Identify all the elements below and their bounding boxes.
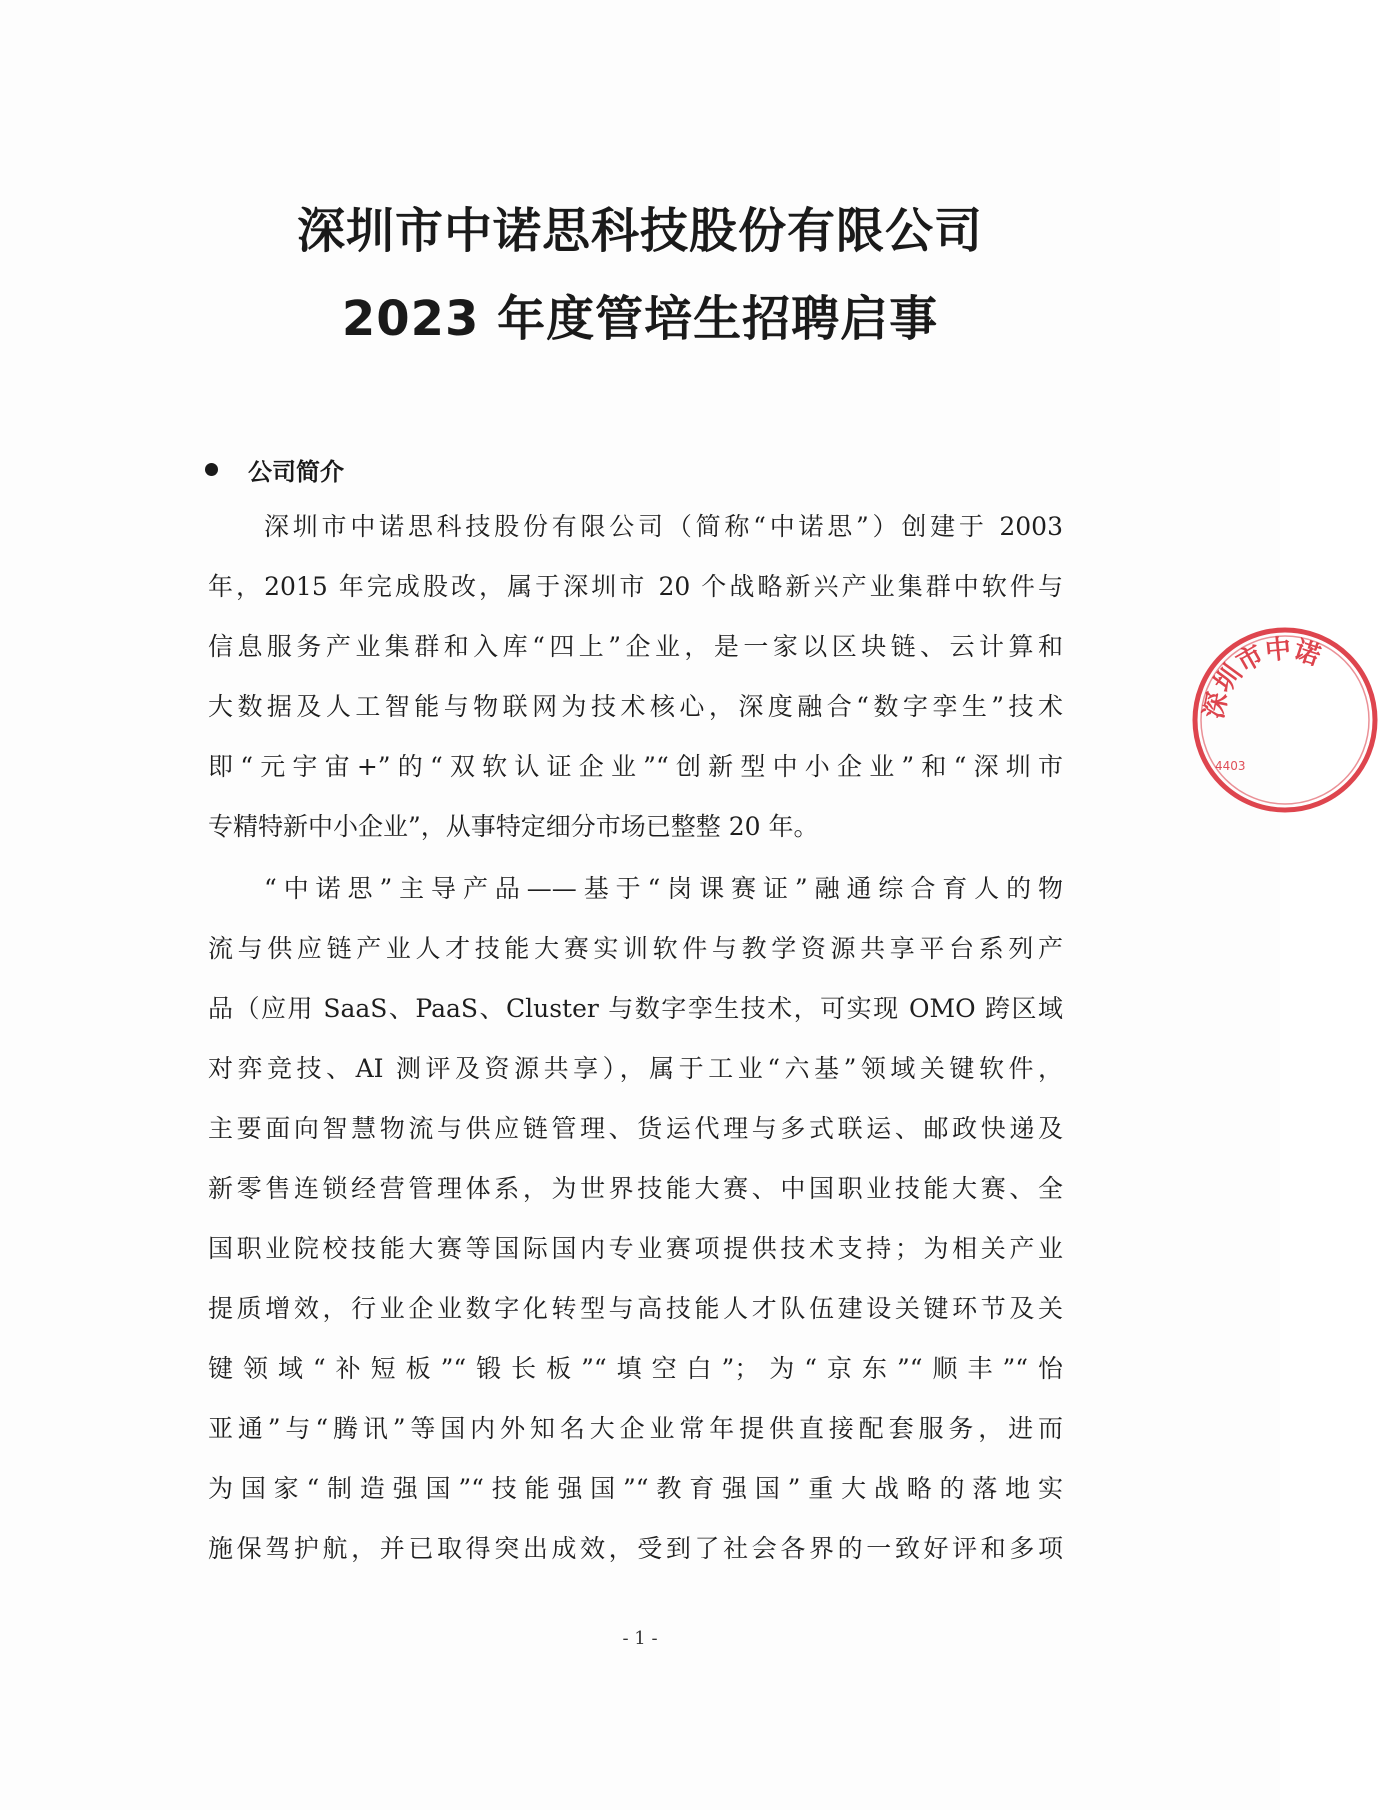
- bullet-icon: [205, 463, 218, 476]
- document-title-line2: 2023 年度管培生招聘启事: [341, 291, 939, 347]
- paragraph-line: 即“元宇宙+”的“双软认证企业”“创新型中小企业”和“深圳市: [208, 752, 1063, 781]
- paragraph-line: 施保驾护航，并已取得突出成效，受到了社会各界的一致好评和多项: [208, 1534, 1063, 1563]
- paragraph-line: 提质增效，行业企业数字化转型与高技能人才队伍建设关键环节及关: [208, 1294, 1063, 1323]
- company-seal-stamp: [1185, 620, 1385, 820]
- section-heading-text: 公司简介: [248, 458, 344, 486]
- paragraph-line: 年，2015 年完成股改，属于深圳市 20 个战略新兴产业集群中软件与: [208, 572, 1063, 601]
- section-heading: [205, 452, 344, 487]
- paragraph-line: “中诺思”主导产品——基于“岗课赛证”融通综合育人的物: [264, 874, 1063, 903]
- document-title-line1: 深圳市中诺思科技股份有限公司: [296, 203, 983, 259]
- paragraph-line: 品（应用 SaaS、PaaS、Cluster 与数字孪生技术，可实现 OMO 跨区域: [208, 994, 1063, 1023]
- paragraph-line: 新零售连锁经营管理体系，为世界技能大赛、中国职业技能大赛、全: [208, 1174, 1063, 1203]
- paragraph-line: 信息服务产业集群和入库“四上”企业，是一家以区块链、云计算和: [208, 632, 1063, 661]
- paragraph-line: 国职业院校技能大赛等国际国内专业赛项提供技术支持；为相关产业: [208, 1234, 1063, 1263]
- paragraph-line: 大数据及人工智能与物联网为技术核心，深度融合“数字孪生”技术: [208, 692, 1063, 721]
- page-number: - 1 -: [622, 1628, 658, 1649]
- paragraph-line: 对弈竞技、AI 测评及资源共享），属于工业“六基”领域关键软件，: [208, 1054, 1063, 1083]
- seal-code: 4403: [1215, 759, 1246, 773]
- paragraph-line: 流与供应链产业人才技能大赛实训软件与教学资源共享平台系列产: [208, 934, 1063, 963]
- paragraph-line: 键领域“补短板”“锻长板”“填空白”；为“京东”“顺丰”“怡: [208, 1354, 1063, 1383]
- paragraph-line: 为国家“制造强国”“技能强国”“教育强国”重大战略的落地实: [208, 1474, 1063, 1503]
- paragraph-line: 专精特新中小企业”，从事特定细分市场已整整 20 年。: [208, 812, 819, 841]
- paragraph-line: 深圳市中诺思科技股份有限公司（简称“中诺思”）创建于 2003: [264, 512, 1063, 541]
- paragraph-line: 亚通”与“腾讯”等国内外知名大企业常年提供直接配套服务，进而: [208, 1414, 1063, 1443]
- paragraph-line: 主要面向智慧物流与供应链管理、货运代理与多式联运、邮政快递及: [208, 1114, 1063, 1143]
- seal-text: 深圳市中诺: [1199, 634, 1325, 722]
